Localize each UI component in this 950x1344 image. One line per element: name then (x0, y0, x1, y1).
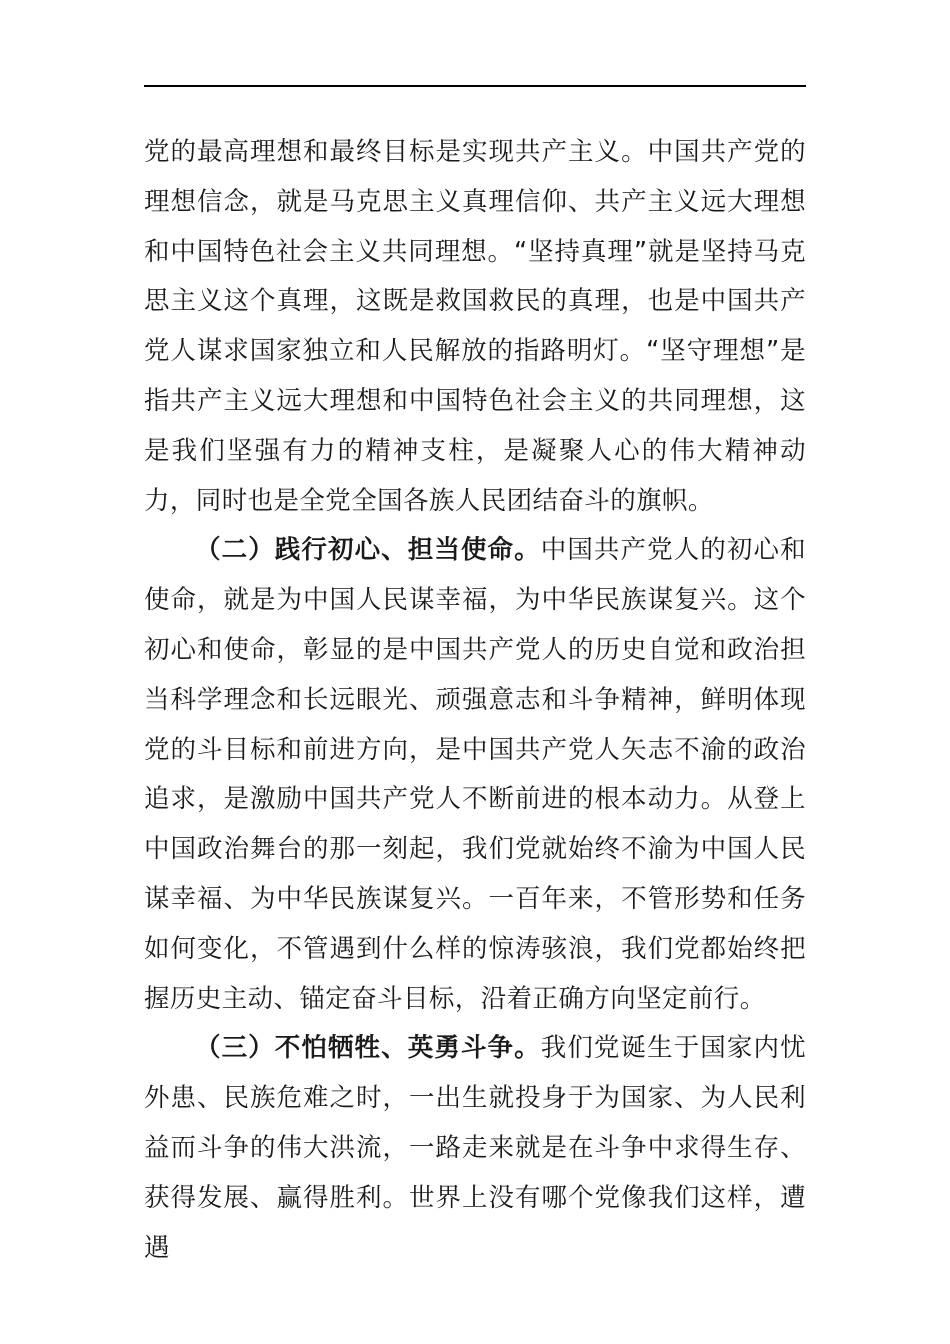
paragraph-text: 党的最高理想和最终目标是实现共产主义。中国共产党的理想信念，就是马克思主义真理信仰、共产主义远大理想和中国特色社会主义共同理想。“坚持真理”就是坚持马克思主义这个真理，这既是救国救民的真理，也是中国共产党人谋求国家独立和人民解放的指路明灯。“坚守理想”是指共产主义远大理想和中国特色社会主义的共同理想，这是我们坚强有力的精神支柱，是凝聚人心的伟大精神动力，同时也是全党全国各族人民团结奋斗的旗帜。 (144, 137, 806, 516)
paragraph-text: 中国共产党人的初心和使命，就是为中国人民谋幸福，为中华民族谋复兴。这个初心和使命，彰显的是中国共产党人的历史自觉和政治担当科学理念和长远眼光、顽强意志和斗争精神，鲜明体现党的斗目标和前进方向，是中国共产党人矢志不渝的政治追求，是激励中国共产党人不断前进的根本动力。从登上中国政治舞台的那一刻起，我们党就始终不渝为中国人民谋幸福、为中华民族谋复兴。一百年来，不管形势和任务如何变化，不管遇到什么样的惊涛骇浪，我们党都始终把握历史主动、锚定奋斗目标，沿着正确方向坚定前行。 (144, 535, 806, 1014)
header-rule (144, 85, 806, 87)
paragraph-ideals (144, 128, 806, 526)
body-text (144, 128, 806, 1273)
section-heading: （二）践行初心、担当使命。 (195, 535, 541, 566)
paragraph-struggle (144, 1024, 806, 1273)
paragraph-mission (144, 526, 806, 1024)
section-heading: （三）不怕牺牲、英勇斗争。 (195, 1033, 541, 1064)
paragraph-text: 我们党诞生于国家内忧外患、民族危难之时，一出生就投身于为国家、为人民利益而斗争的伟大洪流，一路走来就是在斗争中求得生存、获得发展、赢得胜利。世界上没有哪个党像我们这样，遭遇 (144, 1033, 806, 1263)
